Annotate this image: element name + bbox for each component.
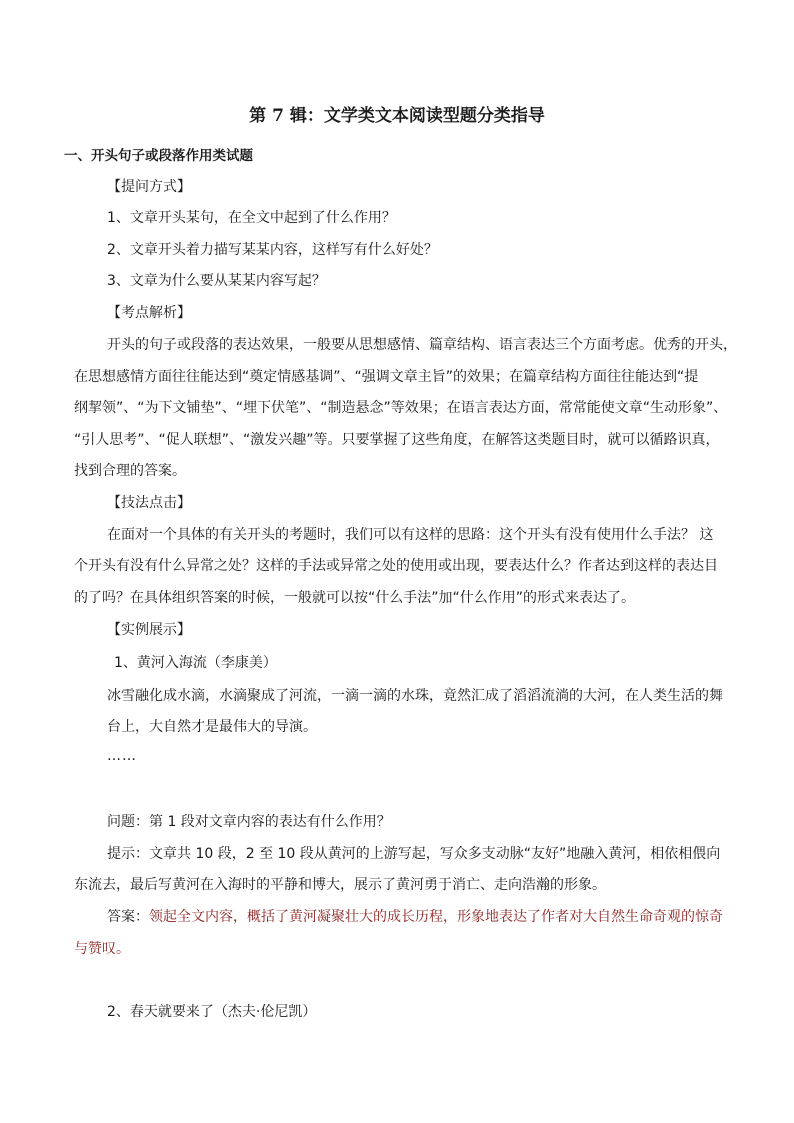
example-1-title: 1、黄河入海流（李康美） <box>114 655 277 671</box>
example-1-text: 冰雪融化成水滴，水滴聚成了河流，一滴一滴的水珠，竟然汇成了滔滔流淌的大河，在人类生活的舞 <box>107 688 723 704</box>
question-3: 3、文章为什么要从某某内容写起？ <box>107 273 326 289</box>
answer-text: 领起全文内容，概括了黄河凝聚壮大的成长历程，形象地表达了作者对大自然生命奇观的惊奇 <box>149 909 723 925</box>
answer-line <box>107 907 723 927</box>
analysis-line: 纲挈领”、“为下文铺垫”、“埋下伏笔”、“制造悬念”等效果；在语言表达方面，常常能使文章“生动形象”、 <box>74 400 728 416</box>
tips-line: 个开头有没有什么异常之处？这样的手法或异常之处的使用或出现，要表达什么？作者达到这样的表达目 <box>74 558 718 574</box>
question-prompt: 问题：第 1 段对文章内容的表达有什么作用？ <box>107 814 391 830</box>
hint-line: 东流去，最后写黄河在入海时的平静和博大，展示了黄河勇于消亡、走向浩瀚的形象。 <box>74 877 606 893</box>
answer-line: 与赞叹。 <box>74 941 130 957</box>
hint-line: 提示：文章共 10 段，2 至 10 段从黄河的上游写起，写众多支动脉“友好”地融入黄河，相依相偎向 <box>107 846 721 862</box>
example-2-title: 2、春天就要来了（杰夫·伦尼凯） <box>107 1004 317 1020</box>
question-1: 1、文章开头某句，在全文中起到了什么作用？ <box>107 210 396 226</box>
document-title: 第 7 辑：文学类文本阅读型题分类指导 <box>249 106 545 126</box>
tips-line: 的了吗？在具体组织答案的时候，一般就可以按“什么手法”加“什么作用”的形式来表达了。 <box>74 590 636 606</box>
tips-label: 【技法点击】 <box>107 495 191 511</box>
question-2: 2、文章开头着力描写某某内容，这样写有什么好处？ <box>107 242 438 258</box>
example-1-text: 台上，大自然才是最伟大的导演。 <box>107 719 317 735</box>
examples-label: 【实例展示】 <box>107 622 191 638</box>
section-heading: 一、开头句子或段落作用类试题 <box>64 148 253 164</box>
analysis-line: 找到合理的答案。 <box>74 463 186 479</box>
analysis-line: 在思想感情方面往往能达到“奠定情感基调”、“强调文章主旨”的效果；在篇章结构方面往往能达到“提 <box>74 369 699 385</box>
tips-line: 在面对一个具体的有关开头的考题时，我们可以有这样的思路：这个开头有没有使用什么手法？ 这 <box>107 527 714 543</box>
analysis-line: 开头的句子或段落的表达效果，一般要从思想感情、篇章结构、语言表达三个方面考虑。优秀的开头， <box>107 337 737 353</box>
answer-prefix: 答案： <box>107 909 149 925</box>
analysis-line: “引人思考”、“促人联想”、“激发兴趣”等。只要掌握了这些角度，在解答这类题目时，就可以循路识真， <box>74 432 720 448</box>
question-method-label: 【提问方式】 <box>107 179 191 195</box>
analysis-label: 【考点解析】 <box>107 305 191 321</box>
ellipsis: …… <box>107 748 137 764</box>
